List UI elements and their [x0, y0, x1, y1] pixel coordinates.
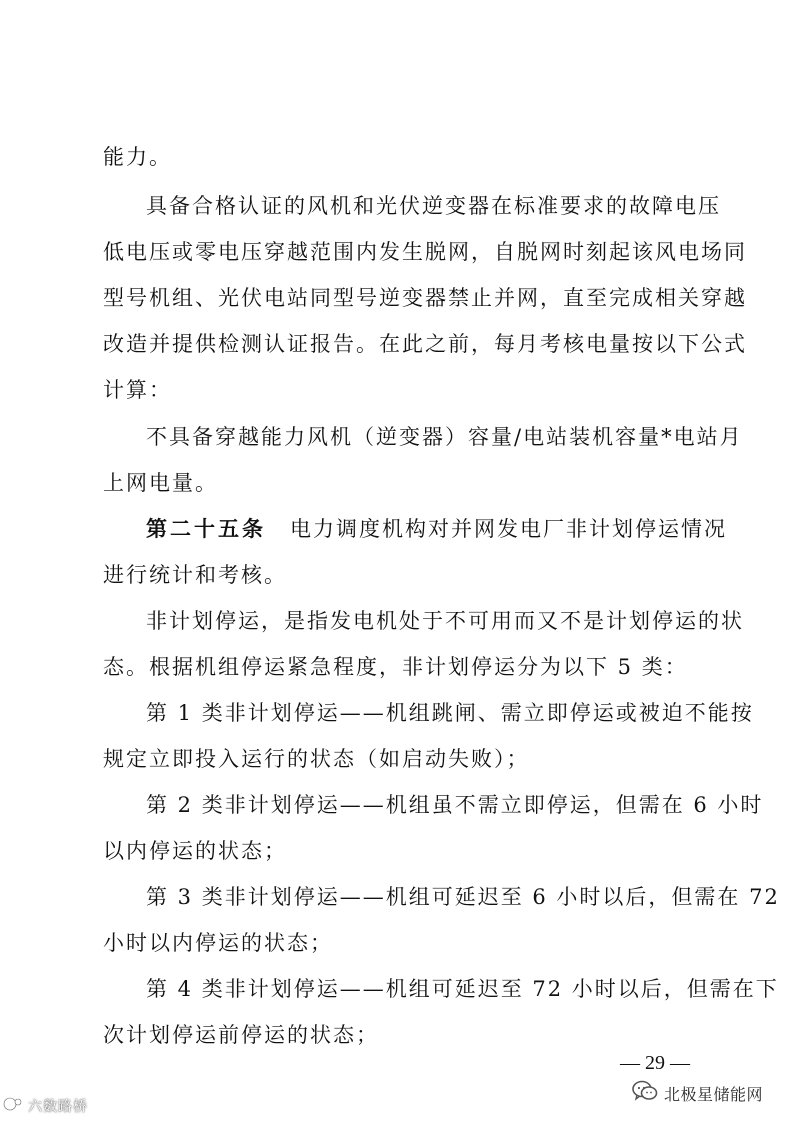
watermark-right [632, 1080, 763, 1106]
text-line-7: 不具备穿越能力风机（逆变器）容量/电站装机容量*电站月 [146, 425, 743, 449]
watermark-left [2, 1093, 88, 1119]
text-line-10: 进行统计和考核。 [103, 563, 287, 587]
text-line-8: 上网电量。 [103, 471, 218, 495]
text-line-18: 小时以内停运的状态； [103, 931, 333, 955]
text-line-19: 第 4 类非计划停运——机组可延迟至 72 小时以后，但需在下 [146, 977, 779, 1001]
watermark-right-text: 北极星储能网 [664, 1084, 764, 1104]
article-heading: 第二十五条 [146, 517, 266, 541]
text-line-3: 低电压或零电压穿越范围内发生脱网，自脱网时刻起该风电场同 [103, 240, 747, 264]
text-line-11: 非计划停运，是指发电机处于不可用而又不是计划停运的状 [146, 609, 744, 633]
text-line-1: 能力。 [103, 145, 172, 169]
text-line-12: 态。根据机组停运紧急程度，非计划停运分为以下 5 类： [103, 655, 688, 679]
wechat-icon [632, 1080, 658, 1106]
text-line-2: 具备合格认证的风机和光伏逆变器在标准要求的故障电压 [146, 194, 721, 218]
text-line-14: 规定立即投入运行的状态（如启动失败）； [103, 747, 530, 771]
text-line-20: 次计划停运前停运的状态； [103, 1023, 379, 1047]
page-number: — 29 — [620, 1052, 690, 1074]
text-line-15: 第 2 类非计划停运——机组虽不需立即停运，但需在 6 小时 [146, 793, 764, 817]
text-line-4: 型号机组、光伏电站同型号逆变器禁止并网，直至完成相关穿越 [103, 286, 747, 310]
text-line-13: 第 1 类非计划停运——机组跳闸、需立即停运或被迫不能按 [146, 701, 754, 725]
text-line-17: 第 3 类非计划停运——机组可延迟至 6 小时以后，但需在 72 [146, 885, 780, 909]
article-paragraph [146, 514, 727, 544]
text-line-6: 计算： [103, 378, 172, 402]
text-line-5: 改造并提供检测认证报告。在此之前，每月考核电量按以下公式 [103, 332, 747, 356]
watermark-left-text: 六数路桥 [28, 1099, 88, 1115]
logo-icon [2, 1095, 24, 1117]
text-line-16: 以内停运的状态； [103, 839, 287, 863]
article-text: 电力调度机构对并网发电厂非计划停运情况 [290, 517, 727, 541]
